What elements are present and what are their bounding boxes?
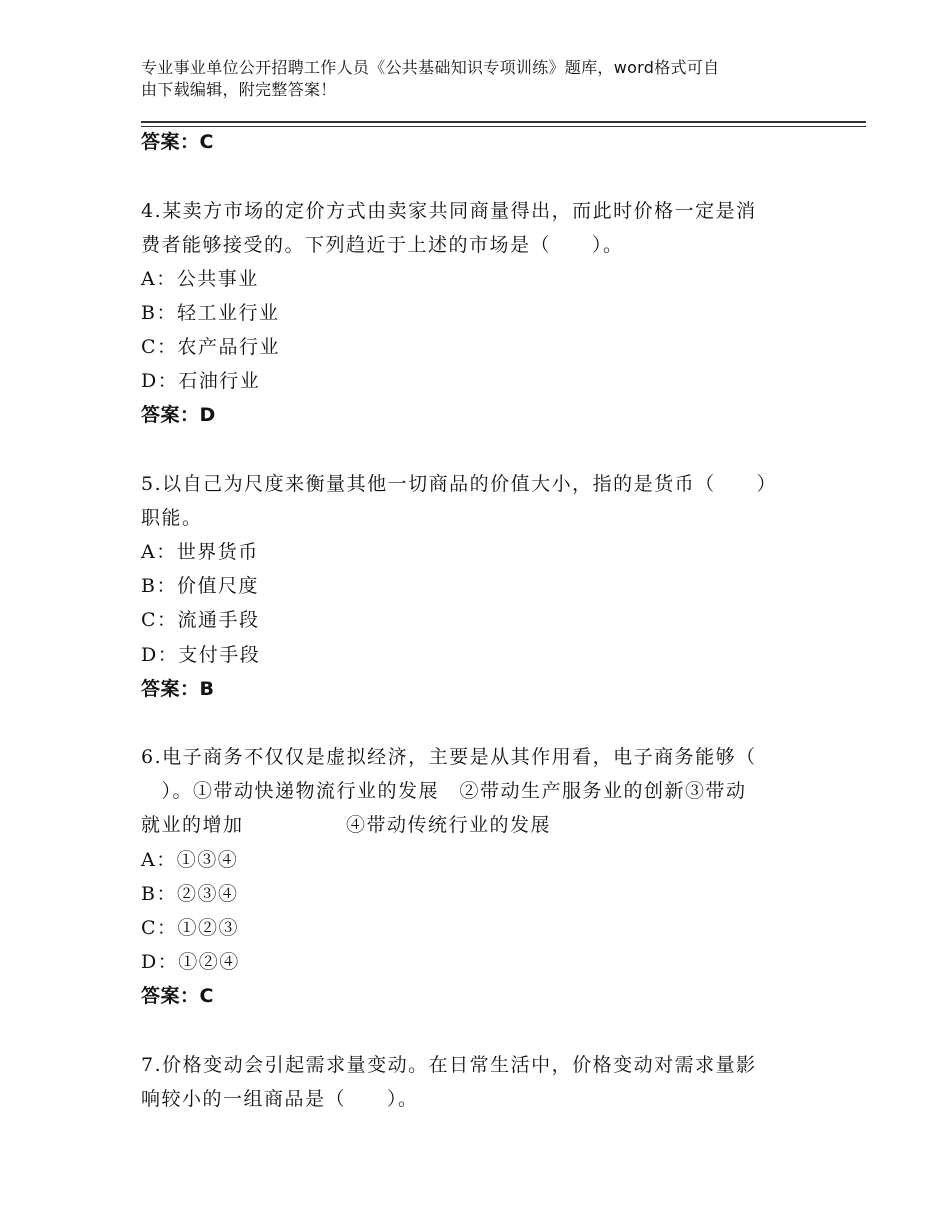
question-text: 费者能够接受的。下列趋近于上述的市场是（ ）。 [141,234,624,256]
page-header [141,57,806,101]
header-line: 由下载编辑，附完整答案！ [141,80,337,99]
option-d: D：石油行业 [141,370,261,392]
option-b: B：轻工业行业 [141,302,280,324]
header-divider [141,121,866,123]
option-c: C：①②③ [141,917,240,939]
question-text: 7.价格变动会引起需求量变动。在日常生活中，价格变动对需求量影 [141,1054,757,1076]
answer-line: 答案：C [141,985,214,1007]
option-b: B：②③④ [141,883,239,905]
header-line: 专业事业单位公开招聘工作人员《公共基础知识专项训练》题库，word格式可自 [141,58,720,77]
question-text: 职能。 [141,507,203,529]
option-d: D：支付手段 [141,644,261,666]
question-text: 6.电子商务不仅仅是虚拟经济，主要是从其作用看，电子商务能够（ [141,746,757,768]
option-b: B：价值尺度 [141,575,259,597]
option-d: D：①②④ [141,951,240,973]
question-text: ）。①带动快递物流行业的发展 ②带动生产服务业的创新③带动 [141,780,747,802]
option-c: C：流通手段 [141,609,260,631]
question-text: 5.以自己为尺度来衡量其他一切商品的价值大小，指的是货币（ ） [141,473,778,495]
answer-line: 答案：C [141,131,214,153]
header-divider [141,126,866,127]
option-a: A：公共事业 [141,268,259,290]
option-a: A：世界货币 [141,541,259,563]
answer-line: 答案：B [141,678,215,700]
option-c: C：农产品行业 [141,336,281,358]
question-text: 4.某卖方市场的定价方式由卖家共同商量得出，而此时价格一定是消 [141,200,757,222]
option-a: A：①③④ [141,849,239,871]
question-text: 就业的增加 ④带动传统行业的发展 [141,814,552,836]
question-text: 响较小的一组商品是（ ）。 [141,1088,419,1110]
answer-line: 答案：D [141,404,216,426]
